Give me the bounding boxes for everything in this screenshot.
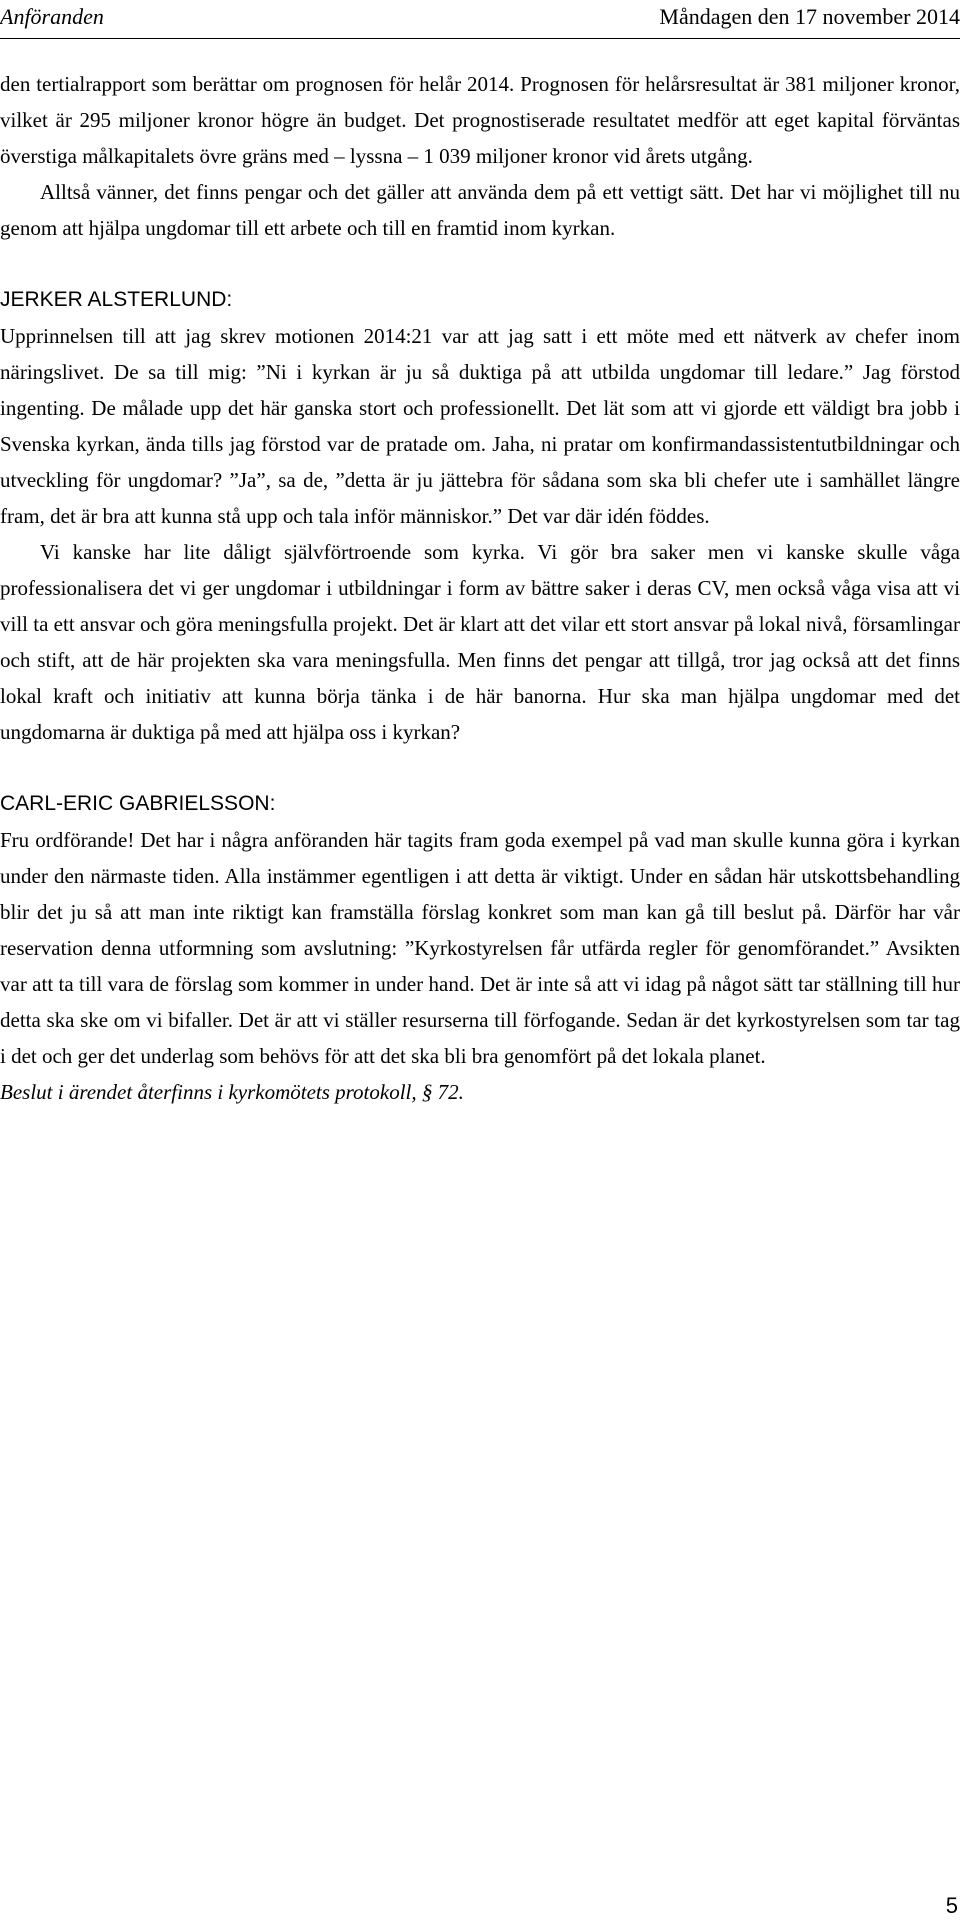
page-number: 5 [945, 1893, 958, 1918]
paragraph-continuation: den tertialrapport som berättar om prognosen för helår 2014. Prognosen för helårsresultat är 381 miljoner kronor, vilket är 295 miljoner kronor högre än budget. Det prognostiserade resultatet medför att eget kapital förväntas överstiga målkapitalets övre gräns med – lyssna – 1 039 miljoner kronor vid årets utgång. [0, 72, 960, 168]
speech-paragraph: Upprinnelsen till att jag skrev motionen 2014:21 var att jag satt i ett möte med ett nätverk av chefer inom näringslivet. De sa till mig: ”Ni i kyrkan är ju så duktiga på att utbilda ungdomar till ledare.” Jag förstod ingenting. De målade upp det här ganska stort och professionellt. Det lät som att vi gjorde ett väldigt bra jobb i Svenska kyrkan, ända tills jag förstod var de pratade om. Jaha, ni pratar om konfirmandassistentutbildningar och utveckling för ungdomar? ”Ja”, sa de, ”detta är ju jättebra för sådana som ska bli chefer ute i samhället längre fram, det är bra att kunna stå upp och tala inför människor.” Det var där idén föddes. [0, 324, 960, 528]
header-section-title: Anföranden [0, 4, 104, 29]
header-date: Måndagen den 17 november 2014 [659, 4, 960, 29]
speaker-name-carl-eric-gabrielsson: CARL-ERIC GABRIELSSON: [0, 792, 276, 815]
speaker-name-jerker-alsterlund: JERKER ALSTERLUND: [0, 288, 233, 311]
header-divider [0, 38, 960, 39]
spacer [0, 750, 960, 786]
paragraph-closing: Alltså vänner, det finns pengar och det gäller att använda dem på ett vettigt sätt. Det har vi möjlighet till nu genom att hjälpa ungdomar till ett arbete och till en framtid inom kyrkan. [0, 180, 960, 240]
spacer [0, 246, 960, 282]
decision-note: Beslut i ärendet återfinns i kyrkomötets protokoll, § 72. [0, 1080, 464, 1104]
running-header [0, 2, 960, 32]
speech-paragraph: Vi kanske har lite dåligt självförtroende som kyrka. Vi gör bra saker men vi kanske skulle våga professionalisera det vi ger ungdomar i utbildningar i form av bättre saker i deras CV, men också våga visa att vi vill ta ett ansvar och göra meningsfulla projekt. Det är klart att det vilar ett stort ansvar på lokal nivå, församlingar och stift, att de här projekten ska vara meningsfulla. Men finns det pengar att tillgå, tror jag också att det finns lokal kraft och initiativ att kunna börja tänka i de här banorna. Hur ska man hjälpa ungdomar med det ungdomarna är duktiga på med att hjälpa oss i kyrkan? [0, 540, 960, 744]
document-body [0, 66, 960, 1110]
speech-paragraph: Fru ordförande! Det har i några anföranden här tagits fram goda exempel på vad man skulle kunna göra i kyrkan under den närmaste tiden. Alla instämmer egentligen i att detta är viktigt. Under en sådan här utskottsbehandling blir det ju så att man inte riktigt kan framställa förslag konkret som man kan gå till beslut på. Därför har vår reservation denna utformning som avslutning: ”Kyrkostyrelsen får utfärda regler för genomförandet.” Avsikten var att ta till vara de förslag som kommer in under hand. Det är inte så att vi idag på något sätt tar ställning till hur detta ska ske om vi bifaller. Det är att vi ställer resurserna till förfogande. Sedan är det kyrkostyrelsen som tar tag i det och ger det underlag som behövs för att det ska bli bra genomfört på det lokala planet. [0, 828, 960, 1068]
